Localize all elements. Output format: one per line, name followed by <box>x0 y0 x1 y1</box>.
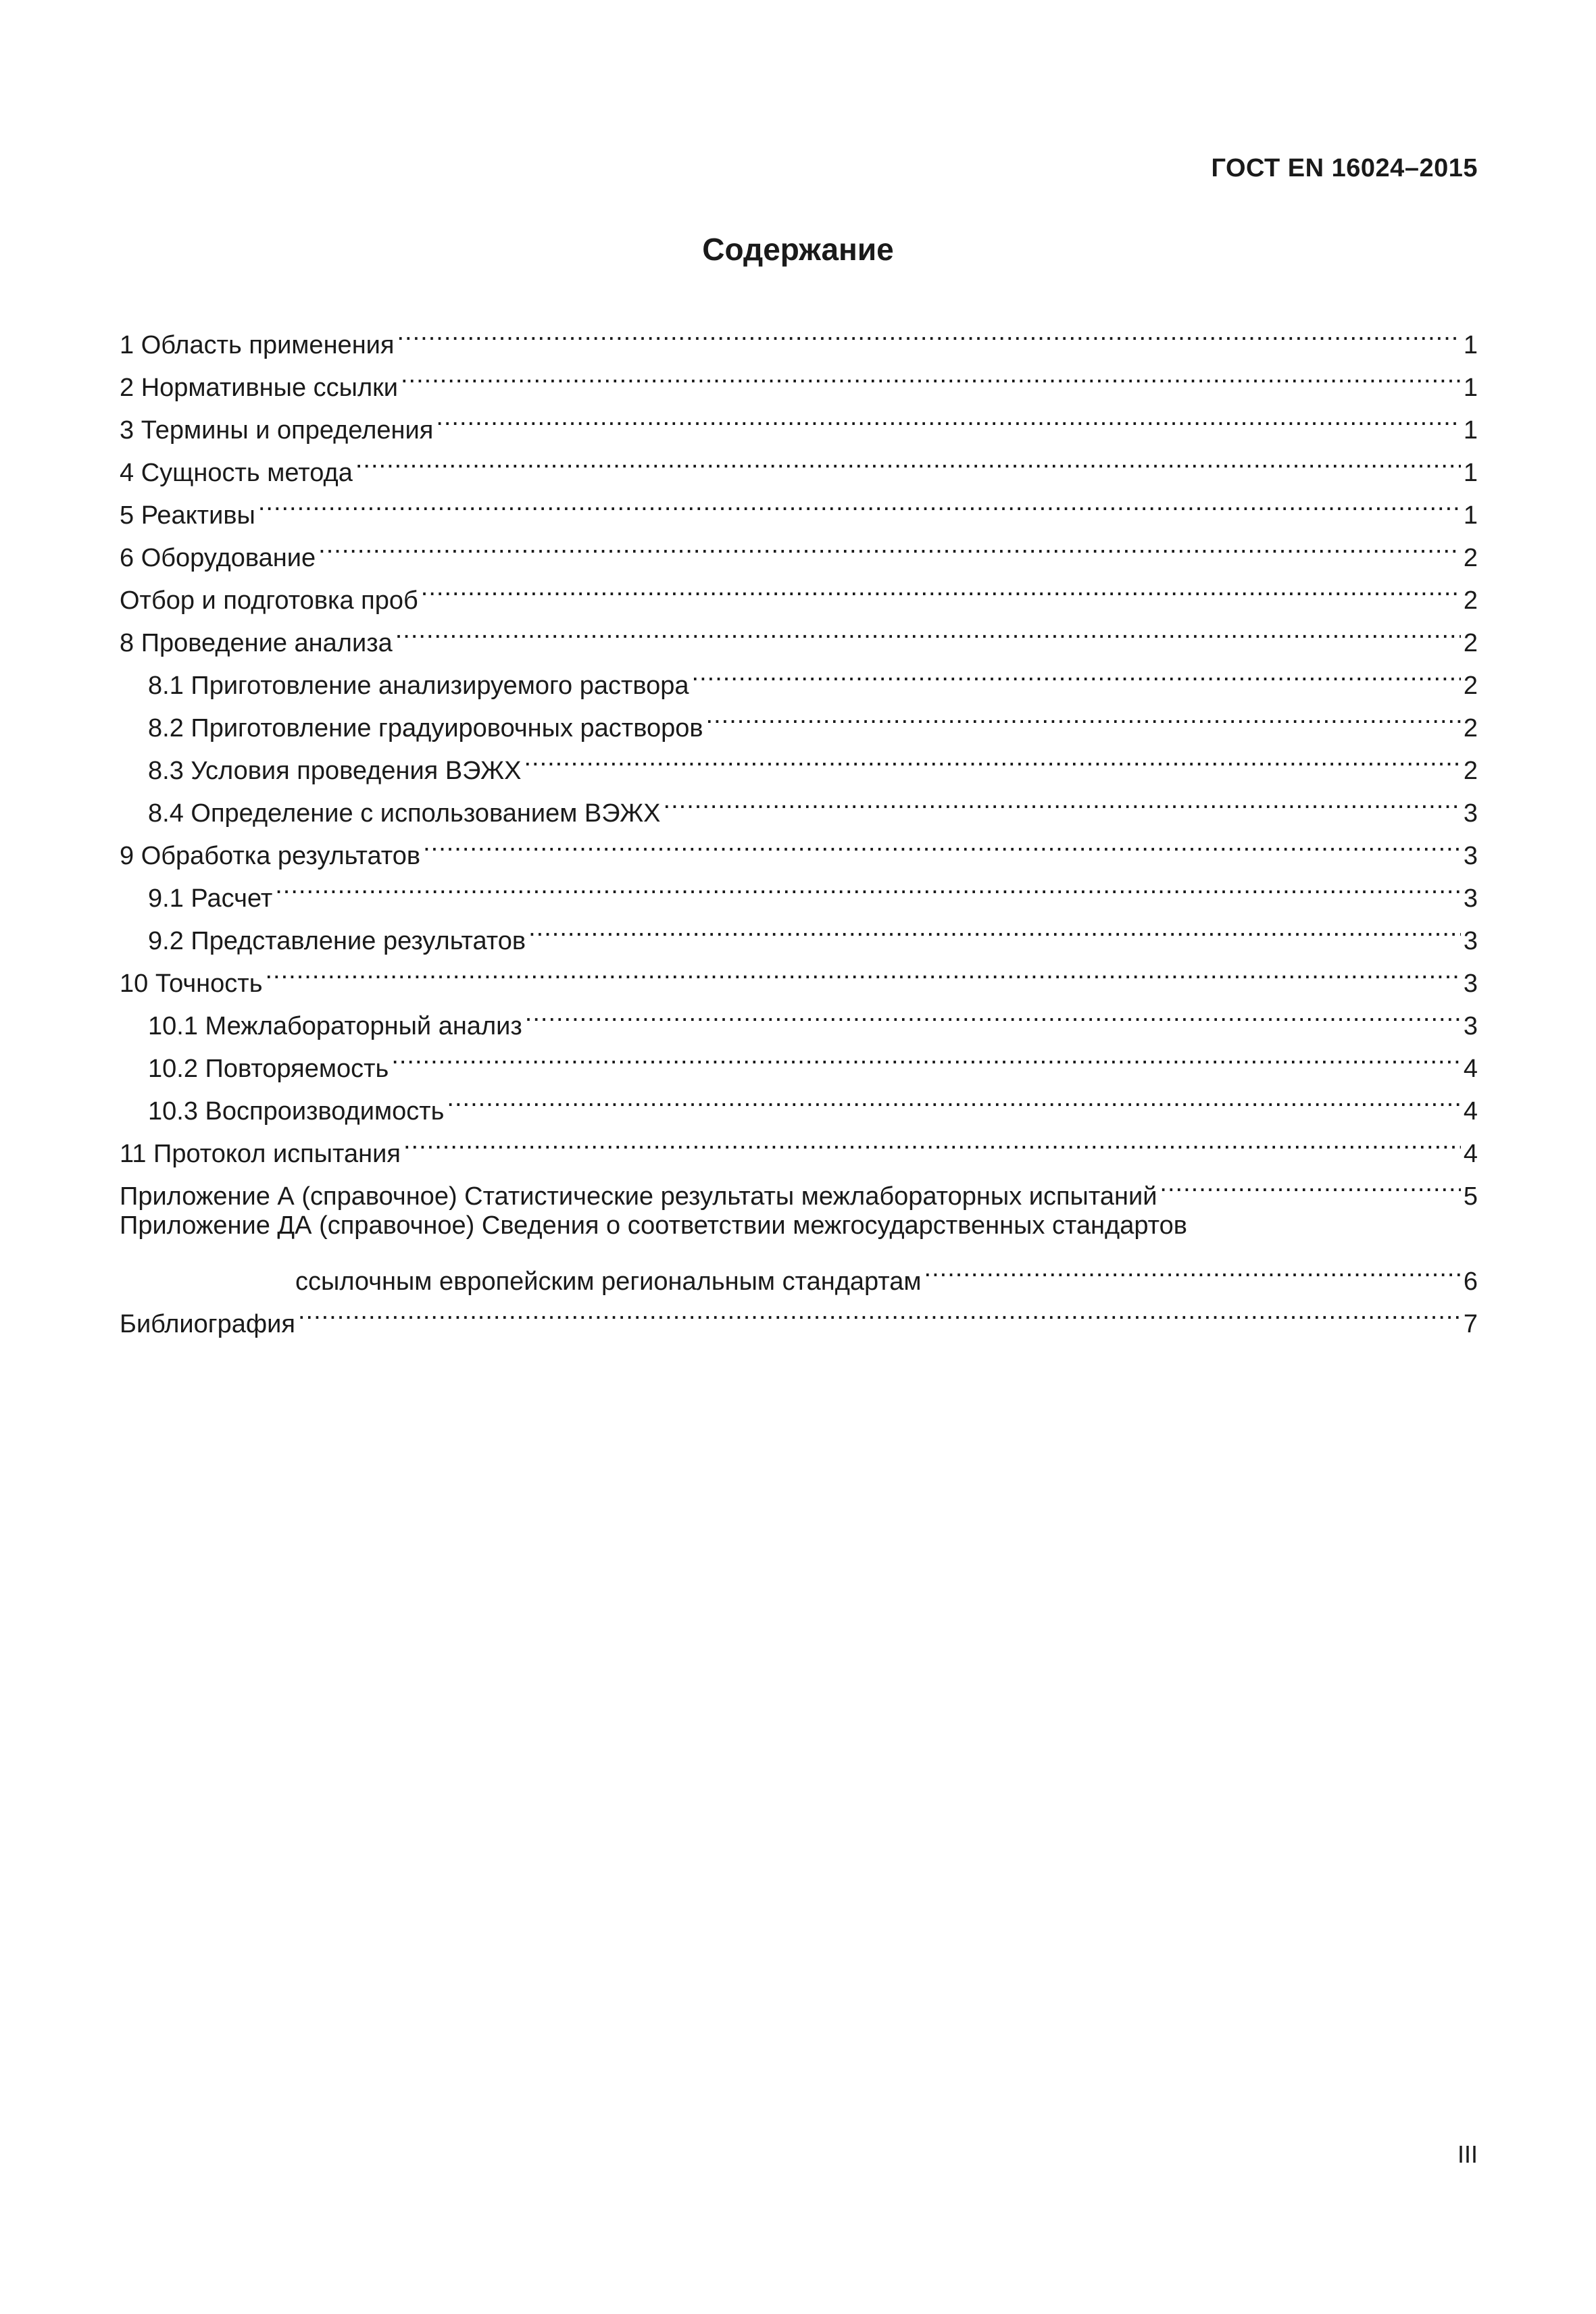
toc-dot-leader <box>391 1034 1461 1077</box>
toc-entry-title: 10.3 Воспроизводимость <box>148 1097 445 1126</box>
toc-entry-title: Приложение А (справочное) Статистические результаты межлабораторных испытаний <box>120 1182 1157 1211</box>
toc-entry-title: 4 Сущность метода <box>120 459 353 487</box>
toc-entry[interactable] <box>120 311 1478 359</box>
toc-entry-page: 1 <box>1463 331 1478 359</box>
toc-entry-page: 1 <box>1463 374 1478 402</box>
toc-entry-title: 1 Область применения <box>120 331 395 359</box>
toc-dot-leader <box>436 396 1461 438</box>
toc-dot-leader <box>266 949 1461 992</box>
toc-entry-title: Библиография <box>120 1310 295 1338</box>
toc-entry-title-continuation: ссылочным европейским региональным стандартам <box>295 1267 922 1296</box>
toc-entry-page: 2 <box>1463 672 1478 700</box>
toc-entry-title: 8 Проведение анализа <box>120 629 393 657</box>
toc-entry-page: 3 <box>1463 1012 1478 1040</box>
toc-entry-title: 8.3 Условия проведения ВЭЖХ <box>148 757 522 785</box>
page-number: III <box>1457 2140 1478 2168</box>
toc-entry-title: Отбор и подготовка проб <box>120 586 418 615</box>
table-of-contents <box>120 311 1478 1338</box>
toc-entry[interactable] <box>120 864 1478 913</box>
toc-entry-title: 5 Реактивы <box>120 501 255 530</box>
toc-dot-leader <box>664 779 1461 822</box>
toc-entry-title: Приложение ДА (справочное) Сведения о соответствии межгосударственных стандартов <box>120 1211 1187 1240</box>
toc-dot-leader <box>924 1247 1461 1290</box>
toc-entry-page: 4 <box>1463 1055 1478 1083</box>
toc-entry-page: 1 <box>1463 459 1478 487</box>
toc-entry-page: 2 <box>1463 714 1478 743</box>
toc-dot-leader <box>403 1120 1461 1162</box>
toc-entry[interactable] <box>120 992 1478 1040</box>
toc-dot-leader <box>528 907 1461 949</box>
toc-dot-leader <box>706 694 1461 736</box>
toc-dot-leader <box>275 864 1461 907</box>
toc-dot-leader <box>397 311 1460 353</box>
toc-dot-leader <box>318 524 1461 566</box>
toc-entry-title: 11 Протокол испытания <box>120 1140 401 1168</box>
toc-entry-title: 2 Нормативные ссылки <box>120 374 398 402</box>
toc-entry-title: 9 Обработка результатов <box>120 842 421 870</box>
toc-entry-annex-da[interactable] <box>120 1205 1478 1296</box>
toc-entry-title: 10.2 Повторяемость <box>148 1055 389 1083</box>
toc-entry-page: 4 <box>1463 1140 1478 1168</box>
toc-entry-page: 1 <box>1463 416 1478 445</box>
toc-dot-leader <box>395 609 1461 651</box>
toc-entry[interactable] <box>120 566 1478 615</box>
toc-entry-title: 8.2 Приготовление градуировочных растворов <box>148 714 703 743</box>
toc-entry[interactable] <box>120 949 1478 998</box>
toc-dot-leader <box>401 353 1461 396</box>
toc-entry-page: 1 <box>1463 501 1478 530</box>
toc-dot-leader <box>355 438 1461 481</box>
toc-entry-page: 2 <box>1463 629 1478 657</box>
toc-title: Содержание <box>702 232 894 267</box>
toc-entry-continuation <box>120 1247 1478 1296</box>
toc-entry-page: 3 <box>1463 884 1478 913</box>
toc-entry[interactable] <box>120 524 1478 572</box>
toc-entry-page: 7 <box>1463 1310 1478 1338</box>
toc-entry-page: 2 <box>1463 544 1478 572</box>
toc-dot-leader <box>421 566 1461 609</box>
toc-entry-page: 6 <box>1463 1267 1478 1296</box>
toc-dot-leader <box>447 1077 1460 1120</box>
toc-entry-page: 2 <box>1463 757 1478 785</box>
toc-entry-title: 9.2 Представление результатов <box>148 927 526 955</box>
toc-entry-page: 3 <box>1463 970 1478 998</box>
toc-entry-page: 3 <box>1463 799 1478 828</box>
toc-entry-title: 3 Термины и определения <box>120 416 434 445</box>
toc-entry-page: 2 <box>1463 586 1478 615</box>
toc-entry-title: 9.1 Расчет <box>148 884 273 913</box>
toc-dot-leader <box>423 822 1461 864</box>
toc-dot-leader <box>1159 1162 1460 1205</box>
document-code: ГОСТ EN 16024–2015 <box>1211 154 1478 182</box>
toc-entry-title: 8.1 Приготовление анализируемого раствора <box>148 672 689 700</box>
toc-entry-title: 10 Точность <box>120 970 263 998</box>
toc-dot-leader <box>258 481 1461 524</box>
toc-entry[interactable] <box>120 907 1478 955</box>
toc-entry-title: 8.4 Определение с использованием ВЭЖХ <box>148 799 661 828</box>
toc-entry[interactable] <box>120 481 1478 530</box>
toc-entry-page: 3 <box>1463 927 1478 955</box>
toc-entry-title: 10.1 Межлабораторный анализ <box>148 1012 522 1040</box>
toc-entry-page: 5 <box>1463 1182 1478 1211</box>
toc-dot-leader <box>525 992 1461 1034</box>
toc-entry-page: 4 <box>1463 1097 1478 1126</box>
toc-entry-page: 3 <box>1463 842 1478 870</box>
toc-dot-leader <box>298 1290 1461 1332</box>
toc-entry-title: 6 Оборудование <box>120 544 316 572</box>
toc-dot-leader <box>524 736 1460 779</box>
toc-dot-leader <box>692 651 1461 694</box>
toc-entry-bibliography[interactable] <box>120 1290 1478 1338</box>
